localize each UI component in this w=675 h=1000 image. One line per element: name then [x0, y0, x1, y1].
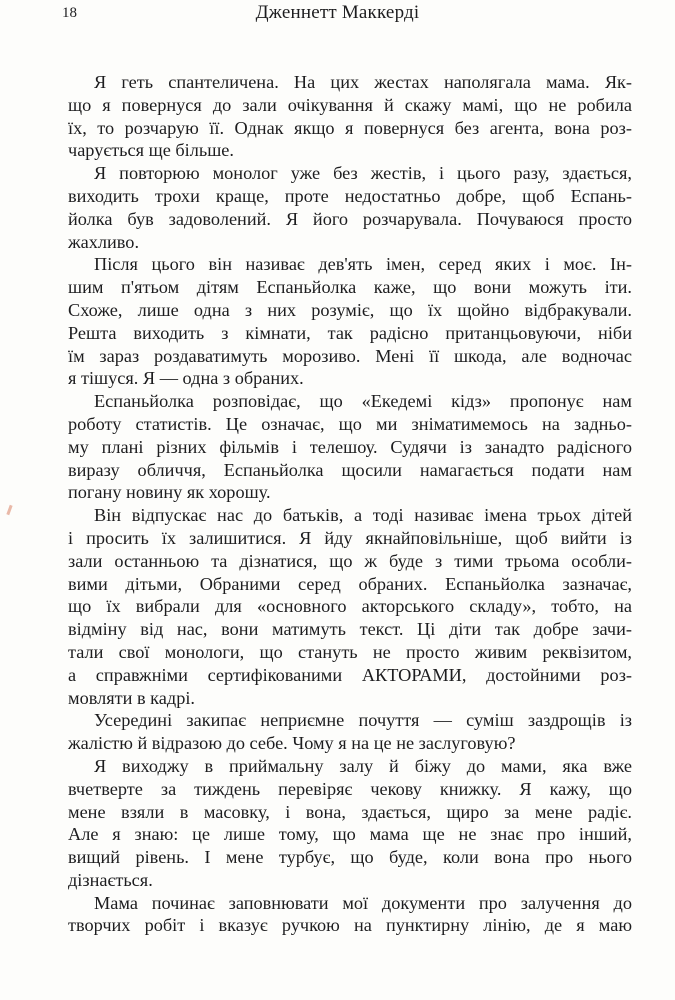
text-line: що я повернуся до зали очікування й скажу мамі, що не робила	[68, 94, 632, 115]
text-line: Мама починає заповнювати мої документи про залучення до	[94, 892, 632, 913]
text-line: а справжніми сертифікованими АКТОРАМИ, достойними роз-	[68, 664, 632, 685]
running-title: Дженнетт Маккерді	[255, 2, 420, 23]
paragraph	[68, 162, 632, 253]
text-line: погану новину як хорошу.	[68, 482, 271, 503]
paragraph	[68, 504, 632, 709]
paragraph	[68, 892, 632, 938]
page-body	[68, 71, 632, 937]
text-line: Я повторюю монолог уже без жестів, і цього разу, здається,	[94, 163, 632, 184]
text-line: шим п'ятьом дітям Еспаньйолка каже, що вони можуть іти.	[68, 277, 632, 298]
text-line: і просить їх залишитися. Я йду якнайповільніше, щоб вийти із	[68, 527, 632, 548]
text-line: жахливо.	[68, 231, 140, 252]
text-line: Схоже, лише одна з них розуміє, що їх щойно відбракували.	[68, 299, 632, 320]
text-line: чарується ще більше.	[68, 140, 234, 161]
text-line: йолка був задоволений. Я його розчарувала. Почуваюся просто	[68, 208, 632, 229]
text-line: Я виходжу в приймальну залу й біжу до мами, яка вже	[94, 755, 632, 776]
text-line: мене взяли в масовку, і вона, здається, щиро за мене радіє.	[68, 801, 632, 822]
paragraph	[68, 71, 632, 162]
text-line: жалістю й відразою до себе. Чому я на це не заслуговую?	[68, 733, 516, 754]
scan-artifact	[6, 505, 12, 515]
text-line: тали свої монологи, що стануть не просто живим реквізитом,	[68, 641, 632, 662]
text-line: Він відпускає нас до батьків, а тоді називає імена трьох дітей	[94, 505, 632, 526]
text-line: творчих робіт і вказує ручкою на пунктирну лінію, де я маю	[68, 915, 632, 936]
text-line: вими дітьми, Обраними серед обраних. Еспаньйолка зазначає,	[68, 573, 632, 594]
text-line: вищий рівень. І мене турбує, що буде, коли вона про нього	[68, 847, 632, 868]
text-line: му плані різних фільмів і телешоу. Судячи із занадто радісного	[68, 436, 632, 457]
text-line: вчетверте за тиждень перевіряє чекову книжку. Я кажу, що	[68, 778, 632, 799]
text-line: їм зараз роздаватимуть морозиво. Мені її шкода, але водночас	[68, 345, 632, 366]
text-line: Решта виходить з кімнати, так радісно пританцьовуючи, ніби	[68, 322, 632, 343]
text-line: я тішуся. Я — одна з обраних.	[68, 368, 304, 389]
text-line: Але я знаю: це лише тому, що мама ще не знає про інший,	[68, 824, 632, 845]
paragraph	[68, 253, 632, 390]
text-line: дізнається.	[68, 869, 153, 890]
text-line: роботу статистів. Це означає, що ми зніматимемось на задньо-	[68, 413, 632, 434]
paragraph	[68, 709, 632, 755]
paragraph	[68, 390, 632, 504]
paragraph	[68, 755, 632, 892]
text-line: виходить трохи краще, проте недостатньо добре, щоб Еспань-	[68, 185, 632, 206]
text-line: зали останньою та дізнатися, що ж буде з тими трьома особли-	[68, 550, 632, 571]
text-line: їх, то розчарую її. Однак якщо я повернуся без агента, вона роз-	[68, 117, 632, 138]
text-line: відміну від нас, вони матимуть текст. Ці діти так добре зачи-	[68, 619, 632, 640]
text-line: Еспаньйолка розповідає, що «Екедемі кідз» пропонує нам	[94, 391, 632, 412]
text-line: що їх вибрали для «основного акторського складу», тобто, на	[68, 596, 632, 617]
text-line: виразу обличчя, Еспаньйолка щосили намагається подати нам	[68, 459, 632, 480]
text-line: Я геть спантеличена. На цих жестах наполягала мама. Як-	[94, 72, 632, 92]
text-line: мовляти в кадрі.	[68, 687, 195, 708]
text-line: Після цього він називає дев'ять імен, серед яких і моє. Ін-	[94, 254, 632, 275]
text-line: Усередині закипає неприємне почуття — суміш заздрощів із	[94, 710, 632, 731]
page-number: 18	[62, 5, 77, 21]
